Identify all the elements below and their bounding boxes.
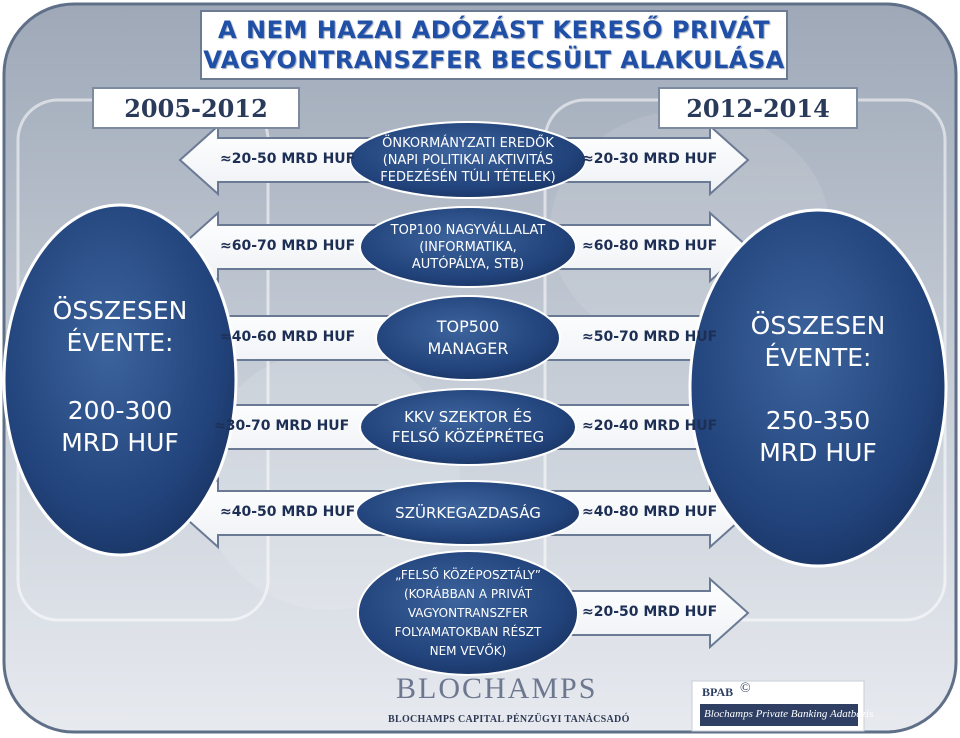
right-total-line-1: ÖSSZESEN — [750, 311, 886, 340]
right-total-value-2: MRD HUF — [759, 438, 877, 467]
title-line-2: VAGYONTRANSZFER BECSÜLT ALAKULÁSA — [203, 46, 785, 74]
right-total-line-2: ÉVENTE: — [764, 343, 872, 372]
left-total-line-2: ÉVENTE: — [66, 328, 174, 357]
right-amount: ≈20-50 MRD HUF — [582, 604, 718, 620]
category-line: TOP100 NAGYVÁLLALAT — [390, 222, 546, 238]
category-line: FEDEZÉSÉN TÚLI TÉTELEK) — [380, 169, 556, 185]
right-amount: ≈50-70 MRD HUF — [582, 329, 718, 345]
category-line: (NAPI POLITIKAI AKTIVITÁS — [382, 152, 554, 168]
category-line: FOLYAMATOKBAN RÉSZT — [394, 624, 542, 639]
right-total-value — [700, 405, 936, 469]
category-line: „FELSŐ KÖZÉPOSZTÁLY” — [395, 567, 541, 582]
right-total-label — [700, 310, 936, 374]
left-amount: ≈40-50 MRD HUF — [220, 504, 356, 520]
brand-subtitle: BLOCHAMPS CAPITAL PÉNZÜGYI TANÁCSADÓ — [388, 714, 630, 725]
left-total-ellipse — [4, 205, 236, 555]
left-total-line-1: ÖSSZESEN — [52, 296, 188, 325]
diagram-title — [200, 10, 788, 80]
category-label — [360, 389, 576, 465]
category-line: ÖNKORMÁNYZATI EREDŐK — [382, 135, 554, 151]
badge-copyright: © — [740, 681, 751, 696]
category-label — [350, 122, 586, 198]
category-line: (KORÁBBAN A PRIVÁT — [403, 586, 533, 601]
right-total-value-1: 250-350 — [765, 406, 871, 435]
right-amount: ≈40-80 MRD HUF — [582, 504, 718, 520]
left-total-label — [8, 295, 232, 359]
badge-code: BPAB — [702, 685, 734, 699]
category-label — [358, 551, 578, 675]
category-label — [376, 296, 560, 380]
period-left: 2005-2012 — [92, 87, 300, 129]
category-line: KKV SZEKTOR ÉS — [404, 408, 532, 426]
left-total-value-2: MRD HUF — [61, 428, 179, 457]
badge-text: Blochamps Private Banking Adatbázis — [704, 708, 874, 720]
left-amount: ≈40-60 MRD HUF — [220, 329, 356, 345]
category-line: TOP500 — [436, 317, 500, 336]
category-line: NEM VEVŐK) — [429, 643, 507, 658]
right-amount: ≈60-80 MRD HUF — [582, 238, 718, 254]
category-line: MANAGER — [427, 339, 509, 358]
category-label — [356, 481, 580, 545]
left-total-value — [8, 395, 232, 459]
right-amount: ≈20-30 MRD HUF — [582, 151, 718, 167]
left-amount: ≈30-70 MRD HUF — [214, 418, 350, 434]
category-line: AUTÓPÁLYA, STB) — [411, 256, 525, 272]
category-line: FELSŐ KÖZÉPRÉTEG — [391, 428, 545, 446]
category-label — [360, 207, 576, 287]
right-amount: ≈20-40 MRD HUF — [582, 418, 718, 434]
period-right: 2012-2014 — [658, 87, 858, 129]
left-amount: ≈20-50 MRD HUF — [220, 151, 356, 167]
right-total-ellipse — [690, 210, 946, 566]
category-line: VAGYONTRANSZFER — [407, 605, 529, 620]
left-amount: ≈60-70 MRD HUF — [220, 238, 356, 254]
category-line: SZÜRKEGAZDASÁG — [395, 503, 541, 522]
brand-logo: BLOCHAMPS — [396, 672, 598, 705]
title-line-1: A NEM HAZAI ADÓZÁST KERESŐ PRIVÁT — [218, 16, 770, 44]
category-line: (INFORMATIKA, — [419, 239, 517, 255]
left-total-value-1: 200-300 — [67, 396, 173, 425]
